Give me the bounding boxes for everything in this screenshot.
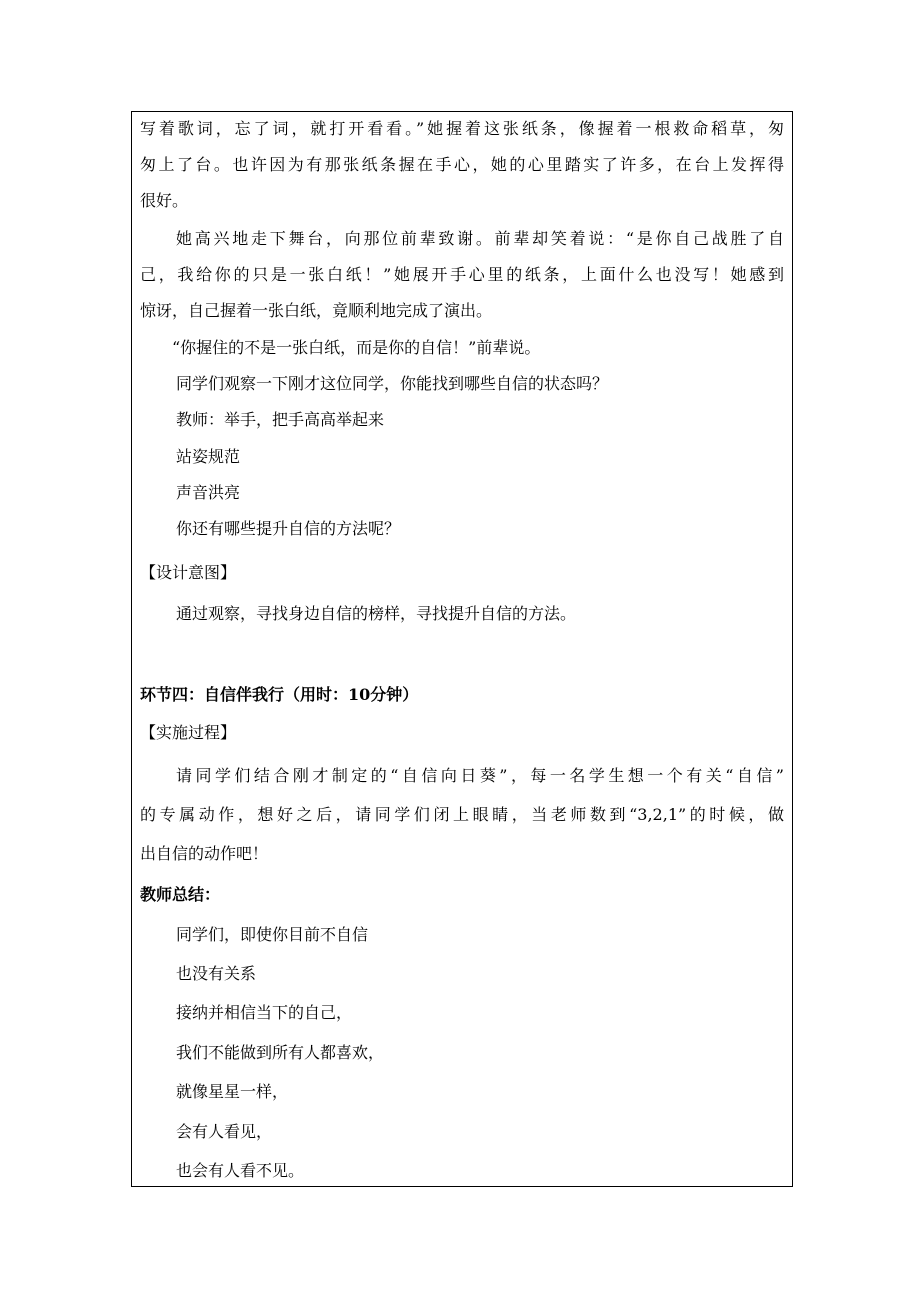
summary-line: 就像星星一样， xyxy=(176,1082,289,1101)
confidence-point: 站姿规范 xyxy=(176,447,241,466)
story-line: 很好。 xyxy=(140,191,189,210)
process-line: 请同学们结合刚才制定的“自信向日葵”，每一名学生想一个有关“自信” xyxy=(176,766,784,785)
discussion-question: 同学们观察一下刚才这位同学，你能找到哪些自信的状态吗？ xyxy=(176,374,609,393)
summary-line: 我们不能做到所有人都喜欢， xyxy=(176,1043,385,1062)
design-intent-heading: 【设计意图】 xyxy=(140,563,237,582)
summary-line: 接纳并相信当下的自己， xyxy=(176,1003,353,1022)
process-line: 出自信的动作吧！ xyxy=(140,844,269,863)
design-intent-text: 通过观察，寻找身边自信的榜样，寻找提升自信的方法。 xyxy=(176,604,577,623)
story-line: 她高兴地走下舞台，向那位前辈致谢。前辈却笑着说：“是你自己战胜了自 xyxy=(176,229,784,248)
summary-heading: 教师总结： xyxy=(140,885,221,904)
summary-line: 也会有人看不见。 xyxy=(176,1161,305,1180)
process-heading: 【实施过程】 xyxy=(140,723,237,742)
story-quote: “你握住的不是一张白纸，而是你的自信！”前辈说。 xyxy=(172,338,541,357)
section-title: 环节四：自信伴我行（用时：10分钟） xyxy=(140,685,419,704)
story-line: 惊讶，自己握着一张白纸，竟顺利地完成了演出。 xyxy=(140,301,493,320)
story-line: 写着歌词，忘了词，就打开看看。”她握着这张纸条，像握着一根救命稻草，匆 xyxy=(140,119,784,138)
summary-line: 同学们，即使你目前不自信 xyxy=(176,925,369,944)
summary-line: 也没有关系 xyxy=(176,964,257,983)
followup-question: 你还有哪些提升自信的方法呢？ xyxy=(176,519,401,538)
story-line: 己，我给你的只是一张白纸！”她展开手心里的纸条，上面什么也没写！她感到 xyxy=(140,265,784,284)
summary-line: 会有人看见， xyxy=(176,1122,273,1141)
story-line: 匆上了台。也许因为有那张纸条握在手心，她的心里踏实了许多，在台上发挥得 xyxy=(140,155,784,174)
teacher-answer: 教师：举手，把手高高举起来 xyxy=(176,410,385,429)
process-line: 的专属动作，想好之后，请同学们闭上眼睛，当老师数到“3,2,1”的时候，做 xyxy=(140,805,784,824)
confidence-point: 声音洪亮 xyxy=(176,483,241,502)
